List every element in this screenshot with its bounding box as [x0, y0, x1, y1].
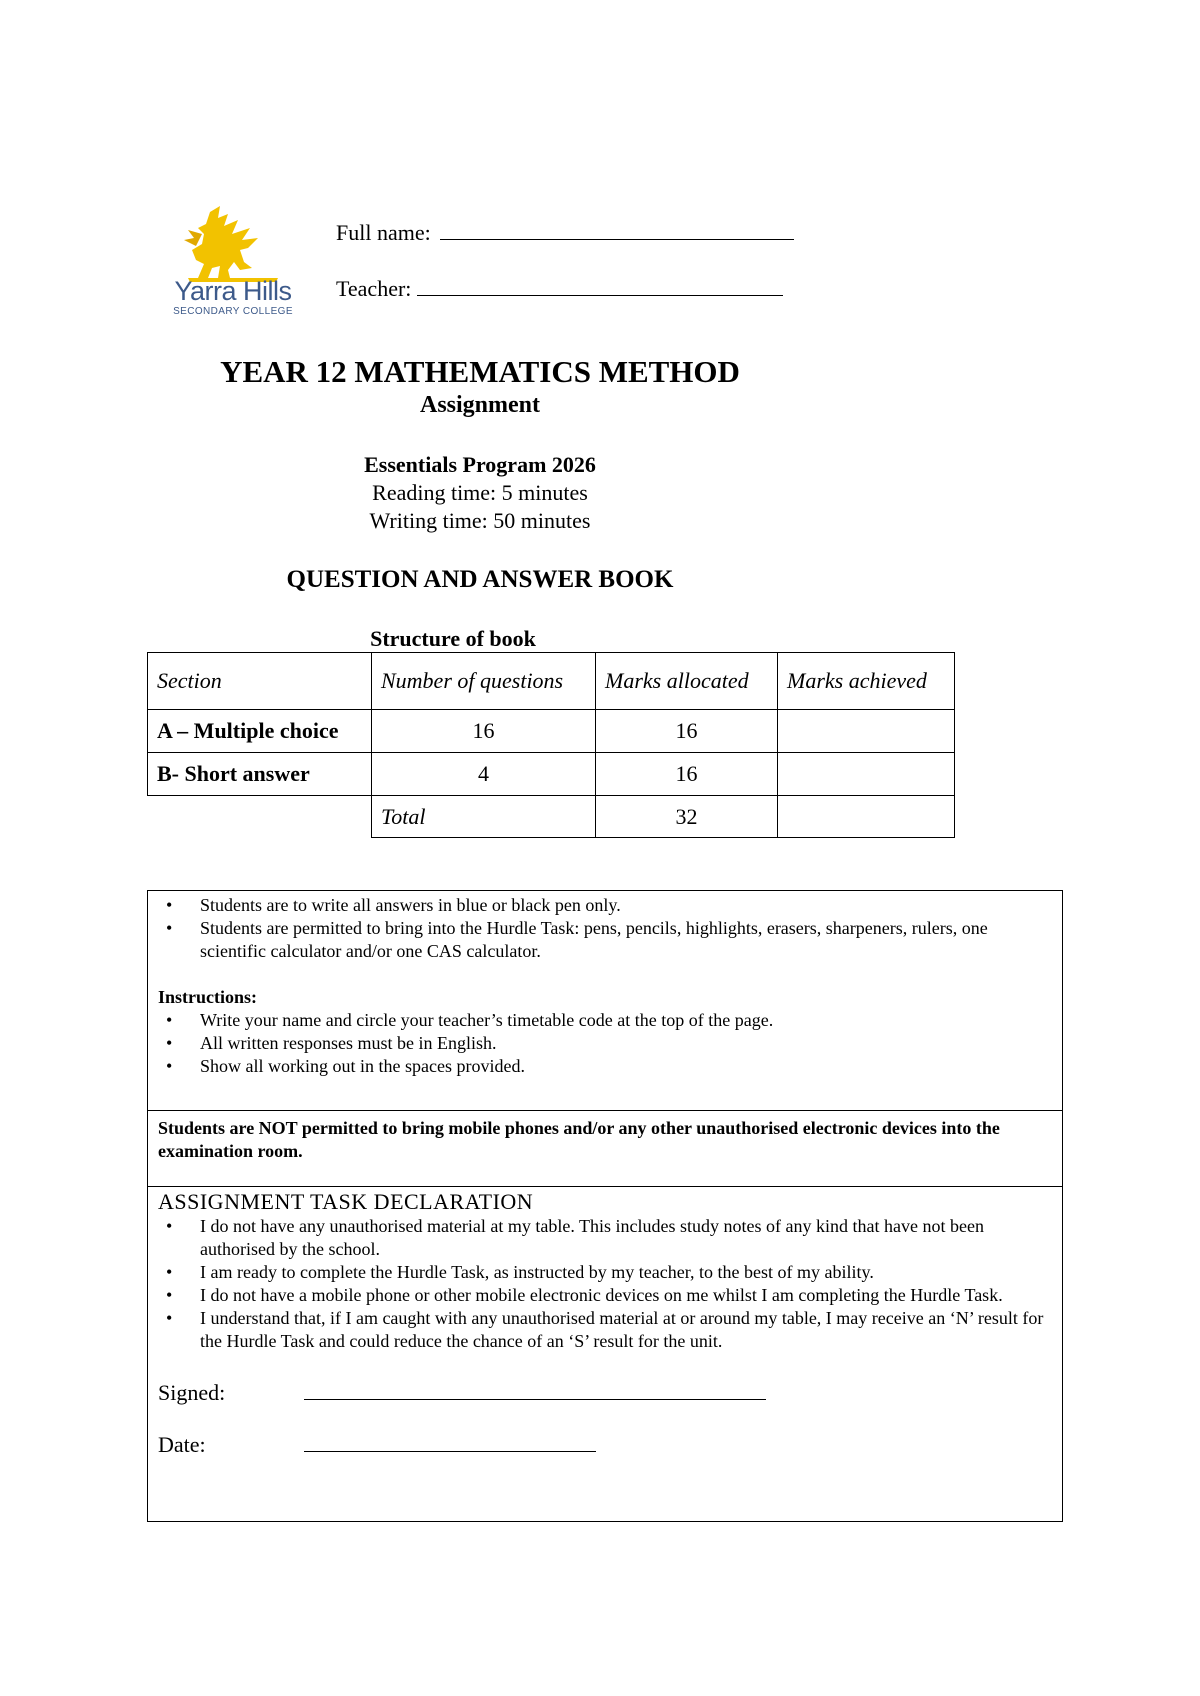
logo-subtitle: SECONDARY COLLEGE	[173, 306, 293, 317]
page-title: YEAR 12 MATHEMATICS METHOD	[220, 354, 740, 389]
teacher-field[interactable]	[417, 277, 783, 296]
col-marks-achieved: Marks achieved	[778, 653, 955, 710]
instructions-box	[147, 890, 1063, 1522]
row-a-marks: 16	[596, 710, 778, 753]
row-b-questions: 4	[372, 753, 596, 796]
list-item: • All written responses must be in English.	[158, 1032, 1052, 1055]
row-b-achieved[interactable]	[778, 753, 955, 796]
list-item: • Students are permitted to bring into the Hurdle Task: pens, pencils, highlights, erasers, sharpeners, rulers, one scientific calculator and/or one CAS calculator.	[158, 917, 1052, 963]
declaration-section	[148, 1187, 1062, 1521]
reading-time: Reading time: 5 minutes	[372, 480, 588, 505]
col-marks-allocated: Marks allocated	[596, 653, 778, 710]
row-b-marks: 16	[596, 753, 778, 796]
logo-text	[158, 276, 308, 318]
row-a-section: A – Multiple choice	[148, 710, 372, 753]
list-item: • I am ready to complete the Hurdle Task, as instructed by my teacher, to the best of my ability.	[158, 1261, 1052, 1284]
row-b-section: B- Short answer	[148, 753, 372, 796]
row-a-achieved[interactable]	[778, 710, 955, 753]
rules-section	[148, 891, 1062, 1111]
list-item: • Show all working out in the spaces provided.	[158, 1055, 1052, 1078]
full-name-label: Full name:	[336, 220, 431, 245]
row-a-questions: 16	[372, 710, 596, 753]
declaration-title: ASSIGNMENT TASK DECLARATION	[158, 1189, 534, 1214]
full-name-field[interactable]	[440, 221, 794, 240]
date-row	[158, 1431, 1052, 1465]
warning-section: Students are NOT permitted to bring mobile phones and/or any other unauthorised electronic devices into the examination room.	[148, 1111, 1062, 1187]
book-title: QUESTION AND ANSWER BOOK	[286, 566, 674, 593]
signature-field[interactable]	[304, 1379, 766, 1400]
instructions-list	[158, 1009, 1052, 1078]
teacher-label: Teacher:	[336, 276, 412, 301]
date-field[interactable]	[304, 1431, 596, 1452]
program-name: Essentials Program 2026	[364, 452, 596, 477]
total-label: Total	[372, 796, 596, 838]
structure-table	[147, 652, 955, 838]
total-marks: 32	[596, 796, 778, 838]
structure-heading: Structure of book	[370, 626, 536, 651]
signed-row	[158, 1379, 1052, 1413]
table-header-row	[148, 653, 955, 710]
list-item: • Students are to write all answers in blue or black pen only.	[158, 894, 1052, 917]
table-row	[148, 710, 955, 753]
instructions-heading: Instructions:	[158, 987, 258, 1007]
total-row	[148, 796, 955, 838]
logo-name: Yarra Hills	[174, 276, 292, 306]
col-section: Section	[148, 653, 372, 710]
rules-list	[158, 894, 1052, 963]
list-item: • I do not have a mobile phone or other mobile electronic devices on me whilst I am completing the Hurdle Task.	[158, 1284, 1052, 1307]
list-item: • I understand that, if I am caught with any unauthorised material at or around my table, I may receive an ‘N’ result for the Hurdle Task and could reduce the chance of an ‘S’ result for the unit.	[158, 1307, 1052, 1353]
writing-time: Writing time: 50 minutes	[369, 508, 591, 533]
col-questions: Number of questions	[372, 653, 596, 710]
date-label: Date:	[158, 1432, 206, 1457]
declaration-list	[158, 1215, 1052, 1353]
list-item: • I do not have any unauthorised material at my table. This includes study notes of any kind that have not been authorised by the school.	[158, 1215, 1052, 1261]
full-name-row	[336, 220, 794, 246]
signed-label: Signed:	[158, 1380, 226, 1405]
griffin-icon	[158, 204, 308, 284]
teacher-row	[336, 276, 783, 302]
table-row	[148, 753, 955, 796]
page-subtitle: Assignment	[419, 392, 540, 418]
total-achieved[interactable]	[778, 796, 955, 838]
list-item: • Write your name and circle your teacher’s timetable code at the top of the page.	[158, 1009, 1052, 1032]
